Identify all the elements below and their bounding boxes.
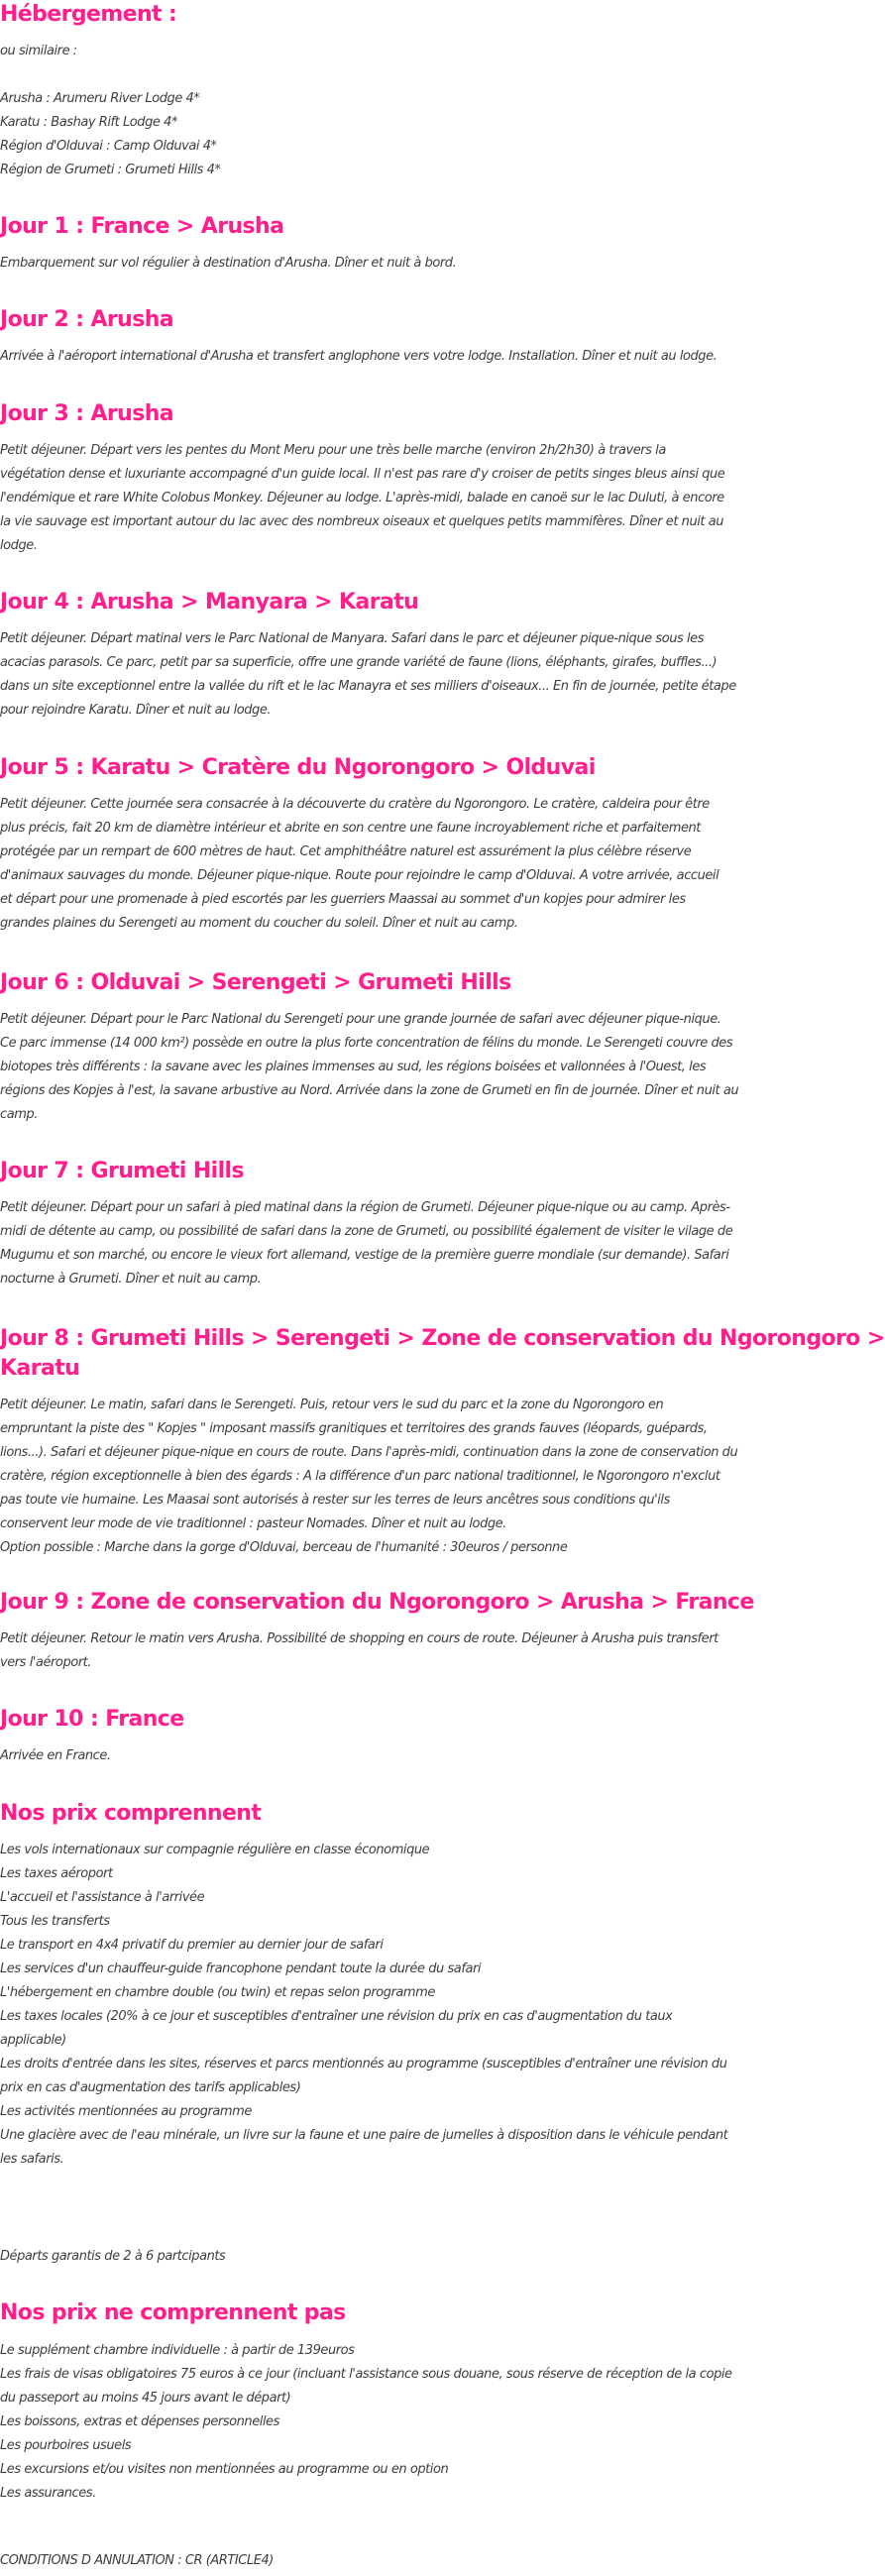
text-line: lions...). Safari et déjeuner pique-nique en cours de route. Dans l'après-midi, continuation dans la zone de conservation du (0, 1445, 738, 1460)
list-item: Les taxes locales (20% à ce jour et susceptibles d'entraîner une révision du prix en cas d'augmentation du taux (0, 2009, 673, 2024)
day-10-text (0, 1744, 751, 1768)
day-1-text (0, 252, 751, 276)
day-8-title-continued: Karatu (0, 1356, 80, 1381)
lodge-item: Région d'Olduvai : Camp Olduvai 4* (0, 139, 217, 154)
day-9-text (0, 1627, 751, 1675)
list-item: L'accueil et l'assistance à l'arrivée (0, 1890, 205, 1905)
list-item: les safaris. (0, 2152, 64, 2167)
list-item: Le transport en 4x4 privatif du premier au dernier jour de safari (0, 1938, 384, 1953)
day-6-text (0, 1008, 751, 1127)
list-item: Les frais de visas obligatoires 75 euros à ce jour (incluant l'assistance sous douane, sous réserve de réception de la copie (0, 2367, 732, 2382)
text-line: lodge. (0, 538, 38, 553)
list-item: Les droits d'entrée dans les sites, réserves et parcs mentionnés au programme (susceptibles d'entraîner une révision du (0, 2057, 727, 2072)
text-line: Arrivée à l'aéroport international d'Arusha et transfert anglophone vers votre lodge. Installation. Dîner et nuit au lodge. (0, 349, 718, 364)
list-item: Le supplément chambre individuelle : à partir de 139euros (0, 2343, 355, 2358)
text-line: plus précis, fait 20 km de diamètre intérieur et abrite en son centre une faune incroyablement riche et parfaitement (0, 821, 701, 836)
text-line: la vie sauvage est important autour du lac avec des nombreux oiseaux et quelques petits mammifères. Dîner et nuit au (0, 514, 724, 529)
day-7-title: Jour 7 : Grumeti Hills (0, 1159, 244, 1183)
lodge-item: Karatu : Bashay Rift Lodge 4* (0, 115, 178, 130)
list-item: L'hébergement en chambre double (ou twin) et repas selon programme (0, 1985, 435, 2000)
excluded-list (0, 2339, 751, 2506)
list-item: Les vols internationaux sur compagnie régulière en classe économique (0, 1843, 430, 1857)
text-line: Petit déjeuner. Départ matinal vers le Parc National de Manyara. Safari dans le parc et déjeuner pique-nique sous les (0, 631, 705, 646)
text-line: vers l'aéroport. (0, 1655, 91, 1670)
accommodation-list (0, 87, 751, 182)
list-item: Tous les transferts (0, 1914, 110, 1929)
text-line: nocturne à Grumeti. Dîner et nuit au camp. (0, 1272, 262, 1287)
text-line: protégée par un rempart de 600 mètres de haut. Cet amphithéâtre naturel est assurément la plus célèbre réserve (0, 844, 692, 859)
text-line: d'animaux sauvages du monde. Déjeuner pique-nique. Route pour rejoindre le camp d'Olduvai. A votre arrivée, accueil (0, 868, 719, 883)
text-line: végétation dense et luxuriante accompagné d'un guide local. Il n'est pas rare d'y croiser de petits singes bleus ainsi que (0, 467, 725, 482)
text-line: régions des Kopjes à l'est, la savane arbustive au Nord. Arrivée dans la zone de Grumeti en fin de journée. Dîner et nuit au (0, 1083, 739, 1098)
cancellation-conditions: CONDITIONS D ANNULATION : CR (ARTICLE4) (0, 2553, 274, 2568)
day-5-text (0, 793, 751, 936)
text-line: midi de détente au camp, ou possibilité de safari dans la zone de Grumeti, ou possibilité également de visiter le vilage de (0, 1224, 733, 1239)
text-line: acacias parasols. Ce parc, petit par sa superficie, offre une grande variété de faune (lions, éléphants, girafes, buffles...) (0, 655, 718, 670)
lodge-item: Région de Grumeti : Grumeti Hills 4* (0, 163, 221, 177)
day-7-text (0, 1196, 751, 1291)
list-item: Les services d'un chauffeur-guide francophone pendant toute la durée du safari (0, 1961, 482, 1976)
text-line: Embarquement sur vol régulier à destination d'Arusha. Dîner et nuit à bord. (0, 256, 457, 271)
text-line: Petit déjeuner. Le matin, safari dans le Serengeti. Puis, retour vers le sud du parc et la zone du Ngorongoro en (0, 1398, 664, 1412)
text-line: et départ pour une promenade à pied escortés par les guerriers Maassai au sommet d'un kopjes pour admirer les (0, 892, 686, 907)
list-item: Les assurances. (0, 2486, 96, 2501)
list-item: applicable) (0, 2033, 66, 2048)
text-line: Option possible : Marche dans la gorge d'Olduvai, berceau de l'humanité : 30euros / personne (0, 1540, 568, 1555)
text-line: Petit déjeuner. Départ vers les pentes du Mont Meru pour une très belle marche (environ 2h/2h30) à travers la (0, 443, 666, 458)
text-line: biotopes très différents : la savane avec les plaines immenses au sud, les régions boisées et vallonnées à l'Ouest, les (0, 1060, 707, 1074)
day-4-title: Jour 4 : Arusha > Manyara > Karatu (0, 590, 419, 615)
day-5-title: Jour 5 : Karatu > Cratère du Ngorongoro > Olduvai (0, 755, 596, 780)
accommodation-title: Hébergement : (0, 2, 177, 27)
excluded-title: Nos prix ne comprennent pas (0, 2300, 346, 2325)
list-item: du passeport au moins 45 jours avant le départ) (0, 2391, 291, 2406)
list-item: Les excursions et/ou visites non mentionnées au programme ou en option (0, 2462, 449, 2477)
day-2-title: Jour 2 : Arusha (0, 307, 174, 332)
text-line: dans un site exceptionnel entre la vallée du rift et le lac Manayra et ses milliers d'oiseaux... En fin de journée, petite étape (0, 679, 736, 694)
included-list (0, 1839, 751, 2172)
departures-note: Départs garantis de 2 à 6 partcipants (0, 2249, 226, 2264)
text-line: grandes plaines du Serengeti au moment du coucher du soleil. Dîner et nuit au camp. (0, 916, 518, 931)
day-10-title: Jour 10 : France (0, 1707, 184, 1732)
day-2-text (0, 345, 751, 369)
day-1-title: Jour 1 : France > Arusha (0, 214, 284, 239)
accommodation-intro: ou similaire : (0, 44, 77, 58)
text-line: Petit déjeuner. Cette journée sera consacrée à la découverte du cratère du Ngorongoro. Le cratère, caldeira pour être (0, 797, 710, 812)
day-9-title: Jour 9 : Zone de conservation du Ngorongoro > Arusha > France (0, 1590, 754, 1615)
list-item: Une glacière avec de l'eau minérale, un livre sur la faune et une paire de jumelles à disposition dans le véhicule pendant (0, 2128, 728, 2143)
list-item: prix en cas d'augmentation des tarifs applicables) (0, 2080, 301, 2095)
text-line: pas toute vie humaine. Les Maasai sont autorisés à rester sur les terres de leurs ancêtres sous conditions qu'ils (0, 1493, 670, 1508)
text-line: Petit déjeuner. Départ pour le Parc National du Serengeti pour une grande journée de safari avec déjeuner pique-nique. (0, 1012, 721, 1027)
list-item: Les pourboires usuels (0, 2438, 132, 2453)
day-3-title: Jour 3 : Arusha (0, 401, 174, 426)
text-line: cratère, région exceptionnelle à bien des égards : A la différence d'un parc national traditionnel, le Ngorongoro n'exclut (0, 1469, 720, 1484)
text-line: Petit déjeuner. Retour le matin vers Arusha. Possibilité de shopping en cours de route. Déjeuner à Arusha puis transfert (0, 1631, 719, 1646)
day-8-text (0, 1394, 751, 1560)
list-item: Les taxes aéroport (0, 1866, 113, 1881)
day-8-title: Jour 8 : Grumeti Hills > Serengeti > Zone de conservation du Ngorongoro > (0, 1326, 885, 1351)
day-4-text (0, 627, 751, 723)
day-6-title: Jour 6 : Olduvai > Serengeti > Grumeti Hills (0, 970, 511, 995)
text-line: Mugumu et son marché, ou encore le vieux fort allemand, vestige de la première guerre mondiale (sur demande). Safari (0, 1248, 729, 1263)
text-line: camp. (0, 1107, 38, 1122)
list-item: Les boissons, extras et dépenses personnelles (0, 2414, 279, 2429)
text-line: conservent leur mode de vie traditionnel : pasteur Nomades. Dîner et nuit au lodge. (0, 1516, 506, 1531)
day-3-text (0, 439, 751, 558)
text-line: Petit déjeuner. Départ pour un safari à pied matinal dans la région de Grumeti. Déjeuner pique-nique ou au camp. Après- (0, 1200, 730, 1215)
list-item: Les activités mentionnées au programme (0, 2104, 252, 2119)
text-line: Ce parc immense (14 000 km²) possède en outre la plus forte concentration de félins du monde. Le Serengeti couvre des (0, 1036, 733, 1051)
text-line: l'endémique et rare White Colobus Monkey. Déjeuner au lodge. L'après-midi, balade en canoë sur le lac Duluti, à encore (0, 491, 724, 505)
text-line: Arrivée en France. (0, 1748, 111, 1763)
text-line: pour rejoindre Karatu. Dîner et nuit au lodge. (0, 703, 272, 718)
text-line: empruntant la piste des " Kopjes " imposant massifs granitiques et territoires des grands fauves (léopards, guépards, (0, 1421, 708, 1436)
lodge-item: Arusha : Arumeru River Lodge 4* (0, 91, 200, 106)
included-title: Nos prix comprennent (0, 1801, 262, 1826)
